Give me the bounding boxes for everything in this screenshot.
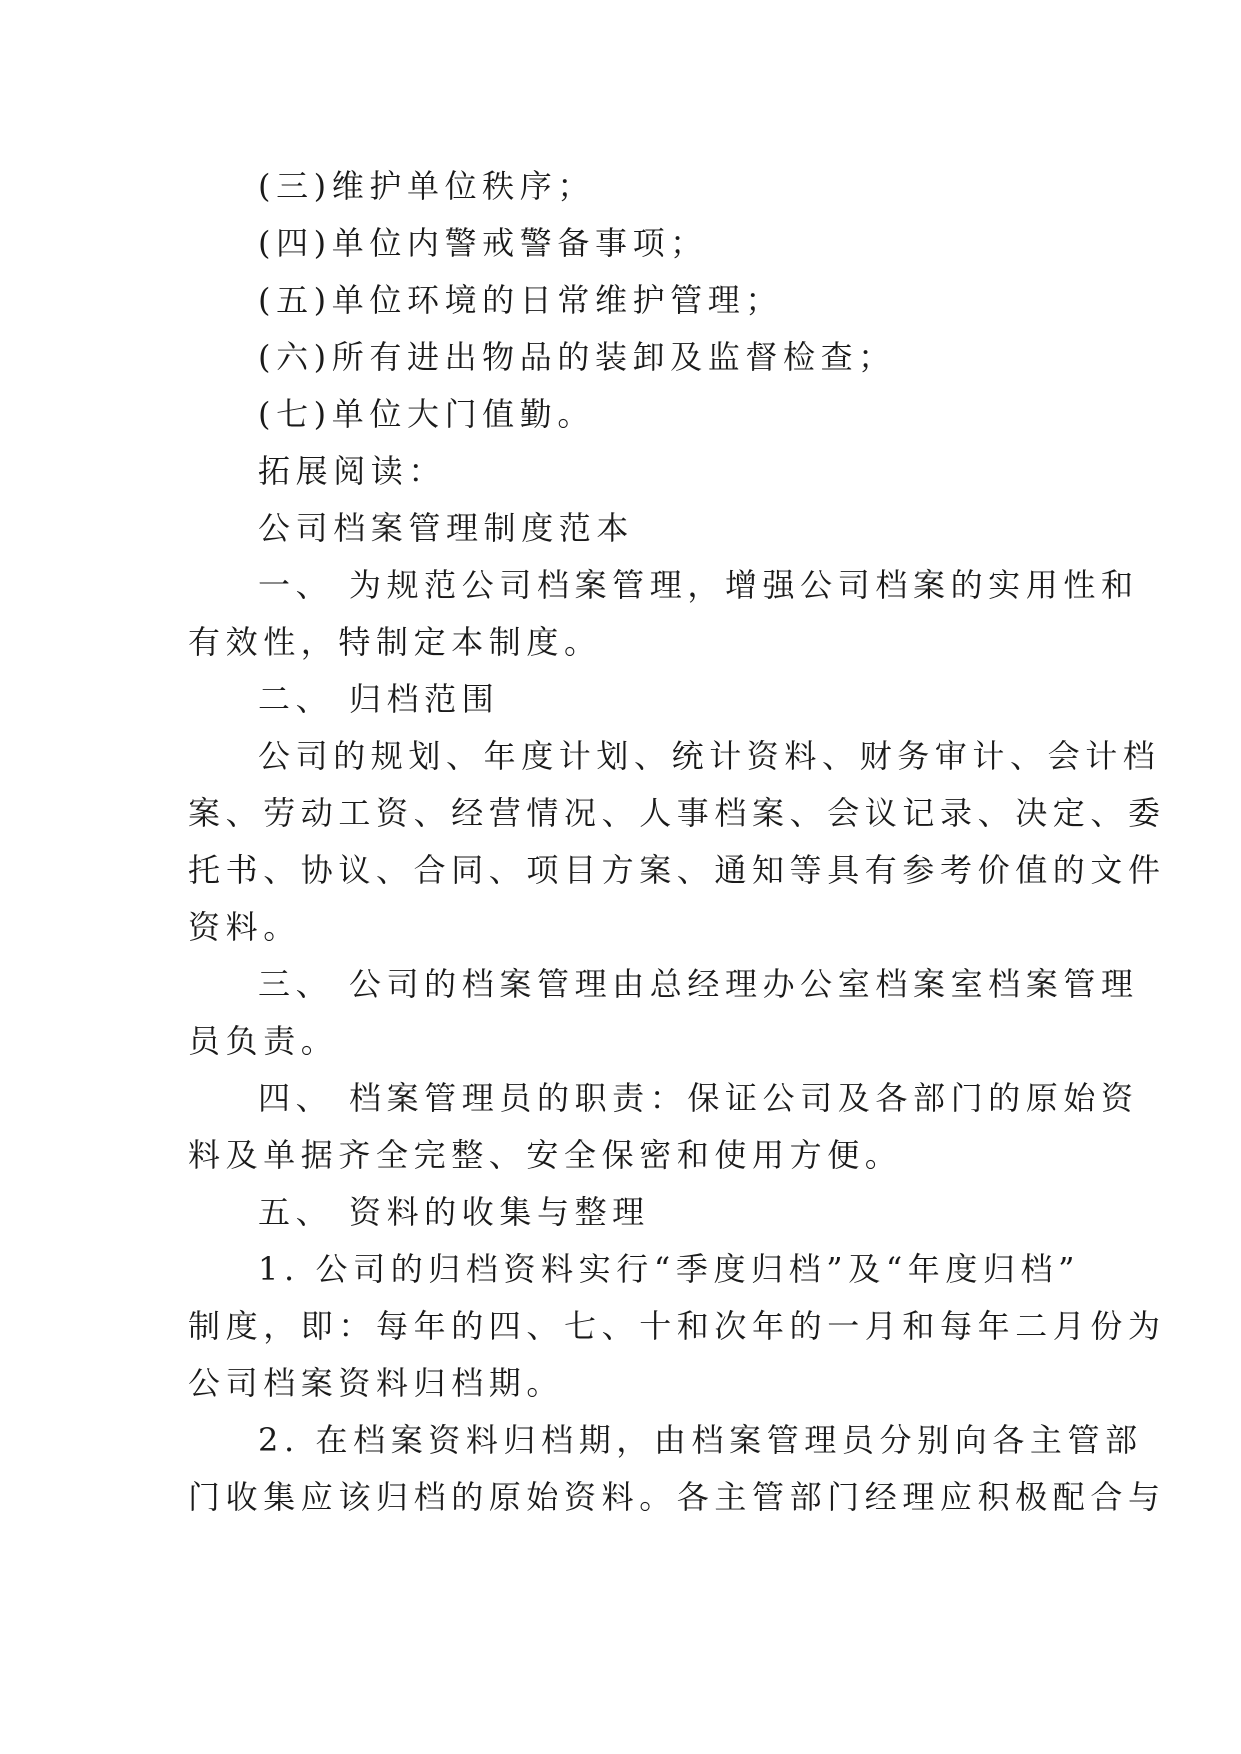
list-item-7: (七)单位大门值勤。 <box>258 395 595 433</box>
extended-reading-label: 拓展阅读： <box>258 452 447 490</box>
paragraph-line: 四、 档案管理员的职责：保证公司及各部门的原始资 <box>258 1079 1139 1117</box>
paragraph-line: 公司档案资料归档期。 <box>188 1364 565 1402</box>
list-item-6: (六)所有进出物品的装卸及监督检查； <box>258 338 896 376</box>
paragraph-line: 二、 归档范围 <box>258 680 500 718</box>
list-item-3: (三)维护单位秩序； <box>258 167 595 205</box>
paragraph-line: 2. 在档案资料归档期，由档案管理员分别向各主管部 <box>258 1421 1143 1459</box>
paragraph-line: 五、 资料的收集与整理 <box>258 1193 650 1231</box>
paragraph-line: 资料。 <box>188 908 301 946</box>
paragraph-line: 料及单据齐全完整、安全保密和使用方便。 <box>188 1136 903 1174</box>
paragraph-line: 案、劳动工资、经营情况、人事档案、会议记录、决定、委 <box>188 794 1166 832</box>
list-item-4: (四)单位内警戒警备事项； <box>258 224 708 262</box>
paragraph-line: 有效性，特制定本制度。 <box>188 623 602 661</box>
section-title: 公司档案管理制度范本 <box>258 509 635 547</box>
paragraph-line: 员负责。 <box>188 1022 339 1060</box>
paragraph-line: 三、 公司的档案管理由总经理办公室档案室档案管理 <box>258 965 1139 1003</box>
paragraph-line: 公司的规划、年度计划、统计资料、财务审计、会计档 <box>258 737 1161 775</box>
paragraph-line: 托书、协议、合同、项目方案、通知等具有参考价值的文件 <box>188 851 1166 889</box>
paragraph-line: 门收集应该归档的原始资料。各主管部门经理应积极配合与 <box>188 1478 1166 1516</box>
list-item-5: (五)单位环境的日常维护管理； <box>258 281 783 319</box>
paragraph-line: 1. 公司的归档资料实行“季度归档”及“年度归档” <box>258 1250 1081 1288</box>
paragraph-line: 制度，即：每年的四、七、十和次年的一月和每年二月份为 <box>188 1307 1166 1345</box>
paragraph-line: 一、 为规范公司档案管理，增强公司档案的实用性和 <box>258 566 1139 604</box>
